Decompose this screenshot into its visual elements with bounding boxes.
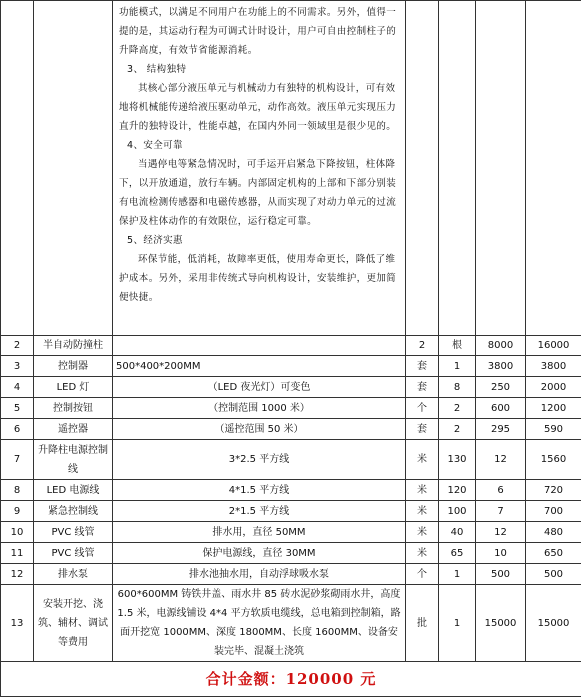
cell-no: 4 <box>1 377 34 398</box>
table-row <box>1 522 581 543</box>
cell-total: 2000 <box>526 377 581 398</box>
cell-price: 7 <box>476 501 526 522</box>
cell-price: 500 <box>476 564 526 585</box>
cell-spec: 保护电源线，直径 30MM <box>113 543 406 564</box>
cell-unit: 2 <box>406 336 439 356</box>
cell-price: 12 <box>476 440 526 480</box>
cell-spec: 3*2.5 平方线 <box>113 440 406 480</box>
cell-qty: 2 <box>439 419 476 440</box>
cell-no: 12 <box>1 564 34 585</box>
cell-total: 700 <box>526 501 581 522</box>
table-row <box>1 356 581 377</box>
cell-price: 15000 <box>476 585 526 662</box>
cell-qty: 130 <box>439 440 476 480</box>
cell-unit: 个 <box>406 398 439 419</box>
cell-total: 650 <box>526 543 581 564</box>
cell-spec <box>113 336 406 356</box>
cell-name: 安装开挖、浇筑、辅材、调试等费用 <box>34 585 113 662</box>
cell-qty: 100 <box>439 501 476 522</box>
table-row <box>1 440 581 480</box>
cell-no: 5 <box>1 398 34 419</box>
cell-no: 11 <box>1 543 34 564</box>
cell-price: 3800 <box>476 356 526 377</box>
cell-total: 500 <box>526 564 581 585</box>
cell-total: 1560 <box>526 440 581 480</box>
cell-price: 6 <box>476 480 526 501</box>
cell-price: 250 <box>476 377 526 398</box>
cell-spec: 2*1.5 平方线 <box>113 501 406 522</box>
description-heading: 3、 结构独特 <box>119 60 399 79</box>
cell-price: 8000 <box>476 336 526 356</box>
cell-total: 480 <box>526 522 581 543</box>
cell-unit: 套 <box>406 377 439 398</box>
cell-unit: 个 <box>406 564 439 585</box>
cell-name: 半自动防撞柱 <box>34 336 113 356</box>
cell-unit: 米 <box>406 501 439 522</box>
description-paragraph: 其核心部分液压单元与机械动力有独特的机构设计，可有效地将机械能传递给液压驱动单元，动作高效。液压单元实现压力直升的独特设计，性能卓越，在国内外同一领域里是很少见的。 <box>119 79 399 136</box>
cell-no: 3 <box>1 356 34 377</box>
cell-spec: 500*400*200MM <box>113 356 406 377</box>
cell-no: 6 <box>1 419 34 440</box>
description-heading: 4、安全可靠 <box>119 136 399 155</box>
cell-spec: （遥控范围 50 米） <box>113 419 406 440</box>
cell-unit: 米 <box>406 480 439 501</box>
description-paragraph: 功能模式，以满足不同用户在功能上的不同需求。另外，值得一提的是，其运动行程为可调式计时设计，用户可自由控制柱子的升降高度，有效节省能源消耗。 <box>119 3 399 60</box>
cell-no: 10 <box>1 522 34 543</box>
cell-unit: 米 <box>406 543 439 564</box>
cell-name: 遥控器 <box>34 419 113 440</box>
cell-spec: 排水池抽水用，自动浮球吸水泵 <box>113 564 406 585</box>
cell-qty: 120 <box>439 480 476 501</box>
table-row <box>1 543 581 564</box>
cell-price: 12 <box>476 522 526 543</box>
table-row <box>1 336 581 356</box>
cell-spec: 排水用，直径 50MM <box>113 522 406 543</box>
cell-qty: 8 <box>439 377 476 398</box>
description-heading: 5、经济实惠 <box>119 231 399 250</box>
cell-no: 7 <box>1 440 34 480</box>
desc-unit-cell <box>406 1 439 336</box>
cell-qty: 1 <box>439 564 476 585</box>
cell-name: 升降柱电源控制线 <box>34 440 113 480</box>
cell-unit: 套 <box>406 419 439 440</box>
cell-spec: 600*600MM 铸铁井盖、雨水井 85 砖水泥砂浆砌雨水井，高度 1.5 米，电源线铺设 4*4 平方软质电缆线，总电箱到控制箱，路面开挖宽 1000MM、深度 1800MM、长度 1600MM、设备安装完毕、混凝土浇筑 <box>113 585 406 662</box>
cell-total: 3800 <box>526 356 581 377</box>
description-paragraph: 环保节能，低消耗，故障率更低，使用寿命更长，降低了维护成本。另外，采用非传统式导向机构设计，安装维护，更加简便快捷。 <box>119 250 399 307</box>
table-row <box>1 585 581 662</box>
cell-total: 15000 <box>526 585 581 662</box>
cell-spec: （控制范围 1000 米） <box>113 398 406 419</box>
cell-name: PVC 线管 <box>34 522 113 543</box>
cell-unit: 米 <box>406 522 439 543</box>
cell-spec: 4*1.5 平方线 <box>113 480 406 501</box>
total-row <box>1 662 581 697</box>
table-row <box>1 398 581 419</box>
cell-name: 控制器 <box>34 356 113 377</box>
cell-qty: 1 <box>439 585 476 662</box>
feature-description <box>113 1 406 336</box>
grand-total: 合计金额：120000 元 <box>1 662 581 697</box>
desc-name-cell <box>34 1 113 336</box>
cell-no: 8 <box>1 480 34 501</box>
cell-no: 13 <box>1 585 34 662</box>
cell-total: 1200 <box>526 398 581 419</box>
cell-total: 590 <box>526 419 581 440</box>
table-row <box>1 480 581 501</box>
cell-price: 10 <box>476 543 526 564</box>
cell-unit: 米 <box>406 440 439 480</box>
cell-total: 16000 <box>526 336 581 356</box>
cell-no: 9 <box>1 501 34 522</box>
cell-qty: 根 <box>439 336 476 356</box>
table-row <box>1 564 581 585</box>
cell-qty: 65 <box>439 543 476 564</box>
cell-no: 2 <box>1 336 34 356</box>
cell-price: 295 <box>476 419 526 440</box>
cell-qty: 1 <box>439 356 476 377</box>
cell-name: 控制按钮 <box>34 398 113 419</box>
cell-unit: 批 <box>406 585 439 662</box>
cell-total: 720 <box>526 480 581 501</box>
cell-qty: 2 <box>439 398 476 419</box>
desc-no-cell <box>1 1 34 336</box>
cell-name: 排水泵 <box>34 564 113 585</box>
cell-unit: 套 <box>406 356 439 377</box>
cell-name: PVC 线管 <box>34 543 113 564</box>
cell-name: LED 电源线 <box>34 480 113 501</box>
cell-qty: 40 <box>439 522 476 543</box>
cell-price: 600 <box>476 398 526 419</box>
cell-name: LED 灯 <box>34 377 113 398</box>
cell-name: 紧急控制线 <box>34 501 113 522</box>
table-row <box>1 501 581 522</box>
desc-total-cell <box>526 1 581 336</box>
desc-price-cell <box>476 1 526 336</box>
table-row <box>1 377 581 398</box>
description-row <box>1 1 581 336</box>
cell-spec: （LED 夜光灯）可变色 <box>113 377 406 398</box>
description-paragraph: 当遇停电等紧急情况时，可手运开启紧急下降按钮，柱体降下，以开放通道，放行车辆。内部固定机构的上部和下部分别装有电流检测传感器和电磁传感器，从而实现了对动力单元的过流保护及柱体动作的有效限位，运行稳定可靠。 <box>119 155 399 231</box>
table-row <box>1 419 581 440</box>
desc-qty-cell <box>439 1 476 336</box>
